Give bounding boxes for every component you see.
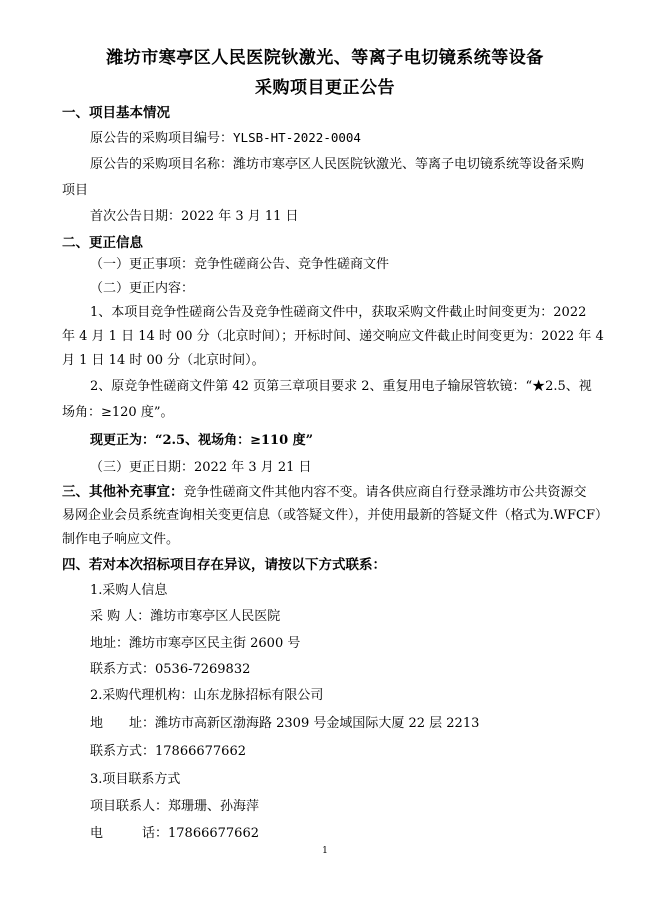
- section2-heading: 二、更正信息: [62, 235, 143, 251]
- purchaser-phone: 联系方式：0536-7269832: [90, 662, 251, 677]
- contact-phone: 电 话：17866677662: [90, 826, 259, 841]
- section3-heading: 三、其他补充事宜：: [62, 484, 184, 500]
- purchaser-address: 地址：潍坊市寒亭区民主街 2600 号: [90, 636, 301, 651]
- document-title-line1: 潍坊市寒亭区人民医院钬激光、等离子电切镜系统等设备: [106, 48, 544, 68]
- correction-item1: （一）更正事项：竞争性磋商公告、竞争性磋商文件: [90, 257, 390, 272]
- section4-heading: 四、若对本次招标项目存在异议，请按以下方式联系：: [62, 557, 386, 573]
- project-number-line: [90, 127, 361, 146]
- correction-para1-line2: 年 4 月 1 日 14 时 00 分（北京时间）；开标时间、递交响应文件截止时间变更为：2022 年 4: [62, 329, 604, 344]
- section3-text: 竞争性磋商文件其他内容不变。请各供应商自行登录潍坊市公共资源交: [183, 485, 587, 500]
- page-number: 1: [322, 846, 328, 856]
- correction-para1-line3: 月 1 日 14 时 00 分（北京时间）。: [62, 353, 265, 368]
- document-title-line2: 采购项目更正公告: [255, 78, 395, 98]
- project-number-label: 原公告的采购项目编号：: [90, 131, 234, 146]
- section3-line2: 易网企业会员系统查询相关变更信息（或答疑文件），并使用最新的答疑文件（格式为.WFCF）: [62, 508, 608, 523]
- contact-title: 3.项目联系方式: [90, 772, 181, 787]
- correction-para2-line1: 2、原竞争性磋商文件第 42 页第三章项目要求 2、重复用电子输尿管软镜：“★2.5、视: [90, 379, 592, 394]
- purchaser-title: 1.采购人信息: [90, 583, 168, 598]
- section1-heading: 一、项目基本情况: [62, 105, 170, 121]
- section3-line3: 制作电子响应文件。: [62, 532, 180, 547]
- project-name-line1: 原公告的采购项目名称：潍坊市寒亭区人民医院钬激光、等离子电切镜系统等设备采购: [90, 157, 585, 172]
- section3-line1: [62, 480, 587, 500]
- first-announcement-date: 首次公告日期：2022 年 3 月 11 日: [90, 209, 299, 224]
- agency-phone: 联系方式：17866677662: [90, 744, 246, 759]
- correction-item3: （三）更正日期：2022 年 3 月 21 日: [90, 460, 312, 475]
- purchaser-name: 采 购 人：潍坊市寒亭区人民医院: [90, 609, 281, 624]
- project-number-value: YLSB-HT-2022-0004: [233, 130, 361, 145]
- correction-para1-line1: 1、本项目竞争性磋商公告及竞争性磋商文件中，获取采购文件截止时间变更为：2022: [90, 305, 587, 320]
- corrected-value: 现更正为：“2.5、视场角：≥110 度”: [90, 433, 314, 448]
- project-name-line2: 项目: [62, 183, 89, 198]
- contact-person: 项目联系人：郑珊珊、孙海萍: [90, 799, 260, 814]
- correction-item2: （二）更正内容：: [90, 281, 195, 296]
- correction-para2-line2: 场角：≥120 度”。: [62, 405, 174, 420]
- agency-address: 地 址：潍坊市高新区渤海路 2309 号金域国际大厦 22 层 2213: [90, 716, 480, 731]
- agency-title: 2.采购代理机构：山东龙脉招标有限公司: [90, 688, 324, 703]
